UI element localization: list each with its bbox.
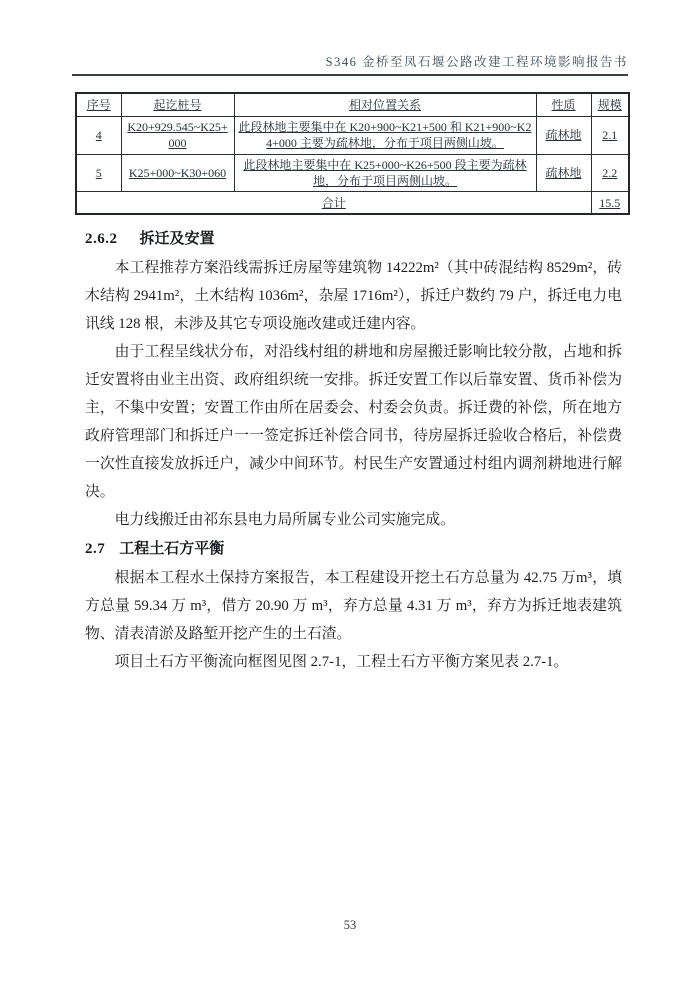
running-header-title: S346 金桥至凤石堰公路改建工程环境影响报告书 [325, 55, 628, 69]
cell-scale: 2.1 [591, 116, 629, 154]
cell-relation: 此段林地主要集中在 K20+900~K21+500 和 K21+900~K24+000 主要为疏林地，分布于项目两侧山坡。 [234, 116, 536, 154]
page-number: 53 [343, 918, 357, 932]
paragraph-demolition-stats: 本工程推荐方案沿线需拆迁房屋等建筑物 14222m²（其中砖混结构 8529m²，砖木结构 2941m²，土木结构 1036m²，杂屋 1716m²），拆迁户数约 79 户，拆迁电力电讯线 128 根，未涉及其它专项设施改建或迁建内容。 [85, 260, 622, 332]
cell-scale: 2.2 [591, 154, 629, 191]
paragraph-powerline-relocation: 电力线搬迁由祁东县电力局所属专业公司实施完成。 [114, 512, 455, 528]
paragraph-resettlement-policy: 由于工程呈线状分布，对沿线村组的耕地和房屋搬迁影响比较分散，占地和拆迁安置将由业主出资、政府组织统一安排。拆迁安置工作以后靠安置、货币补偿为主，不集中安置；安置工作由所在居委会、村委会负责。拆迁费的补偿，所在地方政府管理部门和拆迁户一一签定拆迁补偿合同书，待房屋拆迁验收合格后，补偿费一次性直接发放拆迁户，减少中间环节。村民生产安置通过村组内调剂耕地进行解决。 [85, 344, 622, 500]
landuse-table [75, 92, 630, 215]
section-heading-2-6-2 [85, 224, 622, 254]
cell-stake: K25+000~K30+060 [121, 154, 234, 191]
col-header-stake: 起讫桩号 [121, 93, 234, 116]
section-title: 工程土石方平衡 [119, 541, 225, 557]
section-number: 2.6.2 [85, 231, 118, 247]
header-rule [72, 74, 628, 76]
paragraph-earthwork-volumes: 根据本工程水土保持方案报告，本工程建设开挖土石方总量为 42.75 万m³，填方总量 59.34 万 m³，借方 20.90 万 m³，弃方总量 4.31 万 m³，弃方为拆迁地表建筑物、清表清淤及路堑开挖产生的土石渣。 [85, 570, 622, 642]
total-label-cell: 合计 [76, 191, 591, 214]
section-title: 拆迁及安置 [139, 231, 215, 247]
cell-nature: 疏林地 [536, 116, 591, 154]
cell-no: 5 [76, 154, 121, 191]
col-header-nature: 性质 [536, 93, 591, 116]
section-number: 2.7 [85, 541, 106, 557]
table-row [76, 116, 629, 154]
table-row [76, 154, 629, 191]
cell-no: 4 [76, 116, 121, 154]
col-header-relation: 相对位置关系 [234, 93, 536, 116]
table-header-row [76, 93, 629, 116]
total-value-cell: 15.5 [591, 191, 629, 214]
cell-relation: 此段林地主要集中在 K25+000~K26+500 段主要为疏林地，分布于项目两侧山坡。 [234, 154, 536, 191]
section-heading-2-7 [85, 534, 622, 564]
col-header-no: 序号 [76, 93, 121, 116]
table-total-row [76, 191, 629, 214]
cell-stake: K20+929.545~K25+000 [121, 116, 234, 154]
col-header-scale: 规模 [591, 93, 629, 116]
paragraph-earthwork-references: 项目土石方平衡流向框图见图 2.7-1，工程土石方平衡方案见表 2.7-1。 [114, 654, 569, 670]
cell-nature: 疏林地 [536, 154, 591, 191]
document-body [85, 224, 622, 676]
